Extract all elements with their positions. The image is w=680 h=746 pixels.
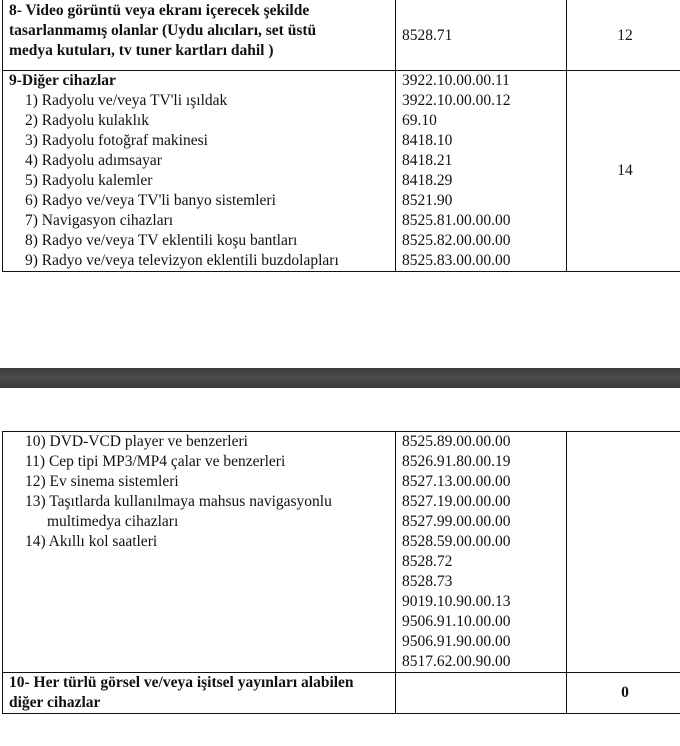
section9-cont-codes (396, 432, 567, 673)
gtip-code: 3922.10.00.00.11 (402, 72, 510, 89)
gtip-code: 8525.83.00.00.00 (402, 252, 511, 269)
section9-rate: 14 (567, 71, 680, 272)
page-top (0, 0, 680, 300)
gtip-code: 8521.90 (402, 192, 453, 209)
gtip-code: 8526.91.80.00.19 (402, 453, 511, 470)
gtip-code: 9506.91.90.00.00 (402, 633, 511, 650)
gtip-code: 8525.89.00.00.00 (402, 433, 511, 450)
table-row-section8 (3, 0, 680, 71)
tax-table-bottom (2, 431, 680, 714)
table-row-section9 (3, 71, 680, 272)
gtip-code: 3922.10.00.00.12 (402, 92, 511, 109)
section10-rate: 0 (567, 673, 680, 714)
gtip-code: 8528.72 (402, 553, 453, 570)
section10-title-line: diğer cihazlar (9, 694, 101, 711)
section8-title-line: 8- Video görüntü veya ekranı içerecek şekilde (9, 2, 310, 19)
list-item: 11) Cep tipi MP3/MP4 çalar ve benzerleri (25, 453, 286, 470)
section8-rate: 12 (567, 0, 680, 71)
section10-title (3, 673, 396, 714)
gtip-code: 9019.10.90.00.13 (402, 593, 511, 610)
section8-title-line: medya kutuları, tv tuner kartları dahil ) (9, 42, 274, 59)
gtip-code: 69.10 (402, 112, 437, 129)
gtip-code: 8418.21 (402, 152, 453, 169)
list-item: 5) Radyolu kalemler (25, 172, 153, 189)
gtip-code: 9506.91.10.00.00 (402, 613, 511, 630)
section10-code (396, 673, 567, 714)
gtip-code: 8418.29 (402, 172, 453, 189)
list-item: 4) Radyolu adımsayar (25, 152, 162, 169)
section9-cont-items (3, 432, 396, 673)
table-row-section9-cont (3, 432, 680, 673)
page-bottom (0, 388, 680, 746)
list-item: 10) DVD-VCD player ve benzerleri (25, 433, 248, 450)
section8-code: 8528.71 (396, 0, 567, 71)
section9-items (3, 71, 396, 272)
section8-title-line: tasarlanmamış olanlar (Uydu alıcıları, set üstü (9, 22, 317, 39)
page-break-bar (0, 368, 680, 388)
gtip-code: 8418.10 (402, 132, 453, 149)
gtip-code: 8525.81.00.00.00 (402, 212, 511, 229)
gtip-code: 8528.73 (402, 573, 453, 590)
gtip-code: 8517.62.00.90.00 (402, 653, 511, 670)
gtip-code: 8527.13.00.00.00 (402, 473, 511, 490)
list-item: 13) Taşıtlarda kullanılmaya mahsus navigasyonlu (25, 493, 332, 510)
list-item: 12) Ev sinema sistemleri (25, 473, 179, 490)
list-item: 7) Navigasyon cihazları (25, 212, 174, 229)
section9-title: 9-Diğer cihazlar (9, 72, 116, 89)
list-item: 3) Radyolu fotoğraf makinesi (25, 132, 208, 149)
tax-table-top (2, 0, 680, 272)
section8-title (3, 0, 396, 71)
list-item: 1) Radyolu ve/veya TV'li ışıldak (25, 92, 228, 109)
gtip-code: 8528.59.00.00.00 (402, 533, 511, 550)
gtip-code: 8527.99.00.00.00 (402, 513, 511, 530)
gtip-code: 8527.19.00.00.00 (402, 493, 511, 510)
list-item: 6) Radyo ve/veya TV'li banyo sistemleri (25, 192, 276, 209)
gtip-code: 8525.82.00.00.00 (402, 232, 511, 249)
section9-cont-rate (567, 432, 680, 673)
section10-title-line: 10- Her türlü görsel ve/veya işitsel yayınları alabilen (9, 674, 354, 691)
list-item: 14) Akıllı kol saatleri (25, 533, 158, 550)
list-item: 9) Radyo ve/veya televizyon eklentili buzdolapları (25, 252, 339, 269)
list-item: multimedya cihazları (47, 513, 179, 530)
list-item: 8) Radyo ve/veya TV eklentili koşu bantları (25, 232, 298, 249)
section9-codes (396, 71, 567, 272)
list-item: 2) Radyolu kulaklık (25, 112, 149, 129)
table-row-section10 (3, 673, 680, 714)
